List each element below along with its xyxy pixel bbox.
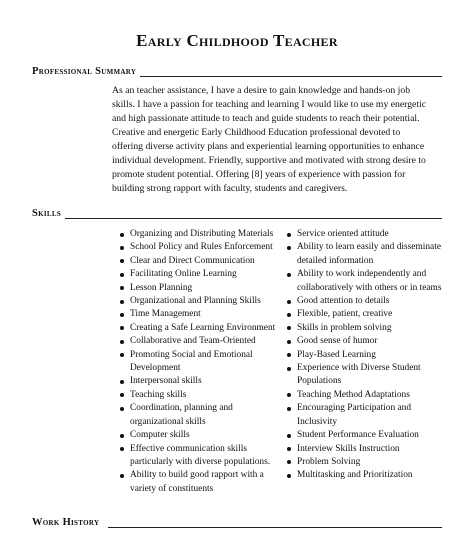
section-heading-skills: Skills (32, 208, 65, 219)
skills-list-right (285, 228, 445, 483)
skill-item: Teaching Method Adaptations (285, 389, 445, 402)
professional-summary-header (32, 66, 442, 82)
skill-item: Problem Solving (285, 456, 445, 469)
skill-item: Good attention to details (285, 295, 445, 308)
skill-item: Multitasking and Prioritization (285, 469, 445, 482)
skill-item: School Policy and Rules Enforcement (118, 241, 280, 254)
section-rule (108, 527, 442, 528)
skill-item: Flexible, patient, creative (285, 308, 445, 321)
skill-item: Organizational and Planning Skills (118, 295, 280, 308)
resume-title: Early Childhood Teacher (136, 31, 338, 50)
skill-item: Time Management (118, 308, 280, 321)
skills-header (32, 208, 442, 224)
skill-item: Creating a Safe Learning Environment (118, 322, 280, 335)
skill-item: Effective communication skills particularly with diverse populations. (118, 443, 280, 470)
skill-item: Skills in problem solving (285, 322, 445, 335)
skill-item: Student Performance Evaluation (285, 429, 445, 442)
skill-item: Clear and Direct Communication (118, 255, 280, 268)
skill-item: Good sense of humor (285, 335, 445, 348)
section-rule (132, 76, 442, 77)
skill-item: Ability to build good rapport with a variety of constituents (118, 469, 280, 496)
work-history-header (32, 517, 442, 533)
skill-item: Play-Based Learning (285, 349, 445, 362)
skill-item: Interview Skills Instruction (285, 443, 445, 456)
skills-list-left (118, 228, 280, 496)
skill-item: Facilitating Online Learning (118, 268, 280, 281)
skill-item: Computer skills (118, 429, 280, 442)
skill-item: Interpersonal skills (118, 375, 280, 388)
section-heading-summary: Professional Summary (32, 66, 140, 77)
section-heading-work-history: Work History (32, 517, 103, 528)
skill-item: Ability to work independently and collaboratively with others or in teams (285, 268, 445, 295)
skill-item: Teaching skills (118, 389, 280, 402)
professional-summary-text: As an teacher assistance, I have a desire to gain knowledge and hands-on job skills. I have a passion for teaching and learning I would like to use my energetic and high passionate attitude to teach and guide students to reach their potential. Creative and energetic Early Childhood Education professional devoted to offering diverse activity plans and experiential learning opportunities to enhance individual development. Friendly, supportive and motivated with strong desire to promote student potential. Offering [8] years of experience with passion for building strong rapport with faculty, students and caregivers. (112, 85, 427, 194)
skill-item: Service oriented attitude (285, 228, 445, 241)
skill-item: Ability to learn easily and disseminate detailed information (285, 241, 445, 268)
skill-item: Lesson Planning (118, 282, 280, 295)
skill-item: Collaborative and Team-Oriented (118, 335, 280, 348)
skill-item: Coordination, planning and organizational skills (118, 402, 280, 429)
skill-item: Organizing and Distributing Materials (118, 228, 280, 241)
skill-item: Encouraging Participation and Inclusivity (285, 402, 445, 429)
skill-item: Experience with Diverse Student Populations (285, 362, 445, 389)
skill-item: Promoting Social and Emotional Development (118, 349, 280, 376)
section-rule (62, 218, 442, 219)
